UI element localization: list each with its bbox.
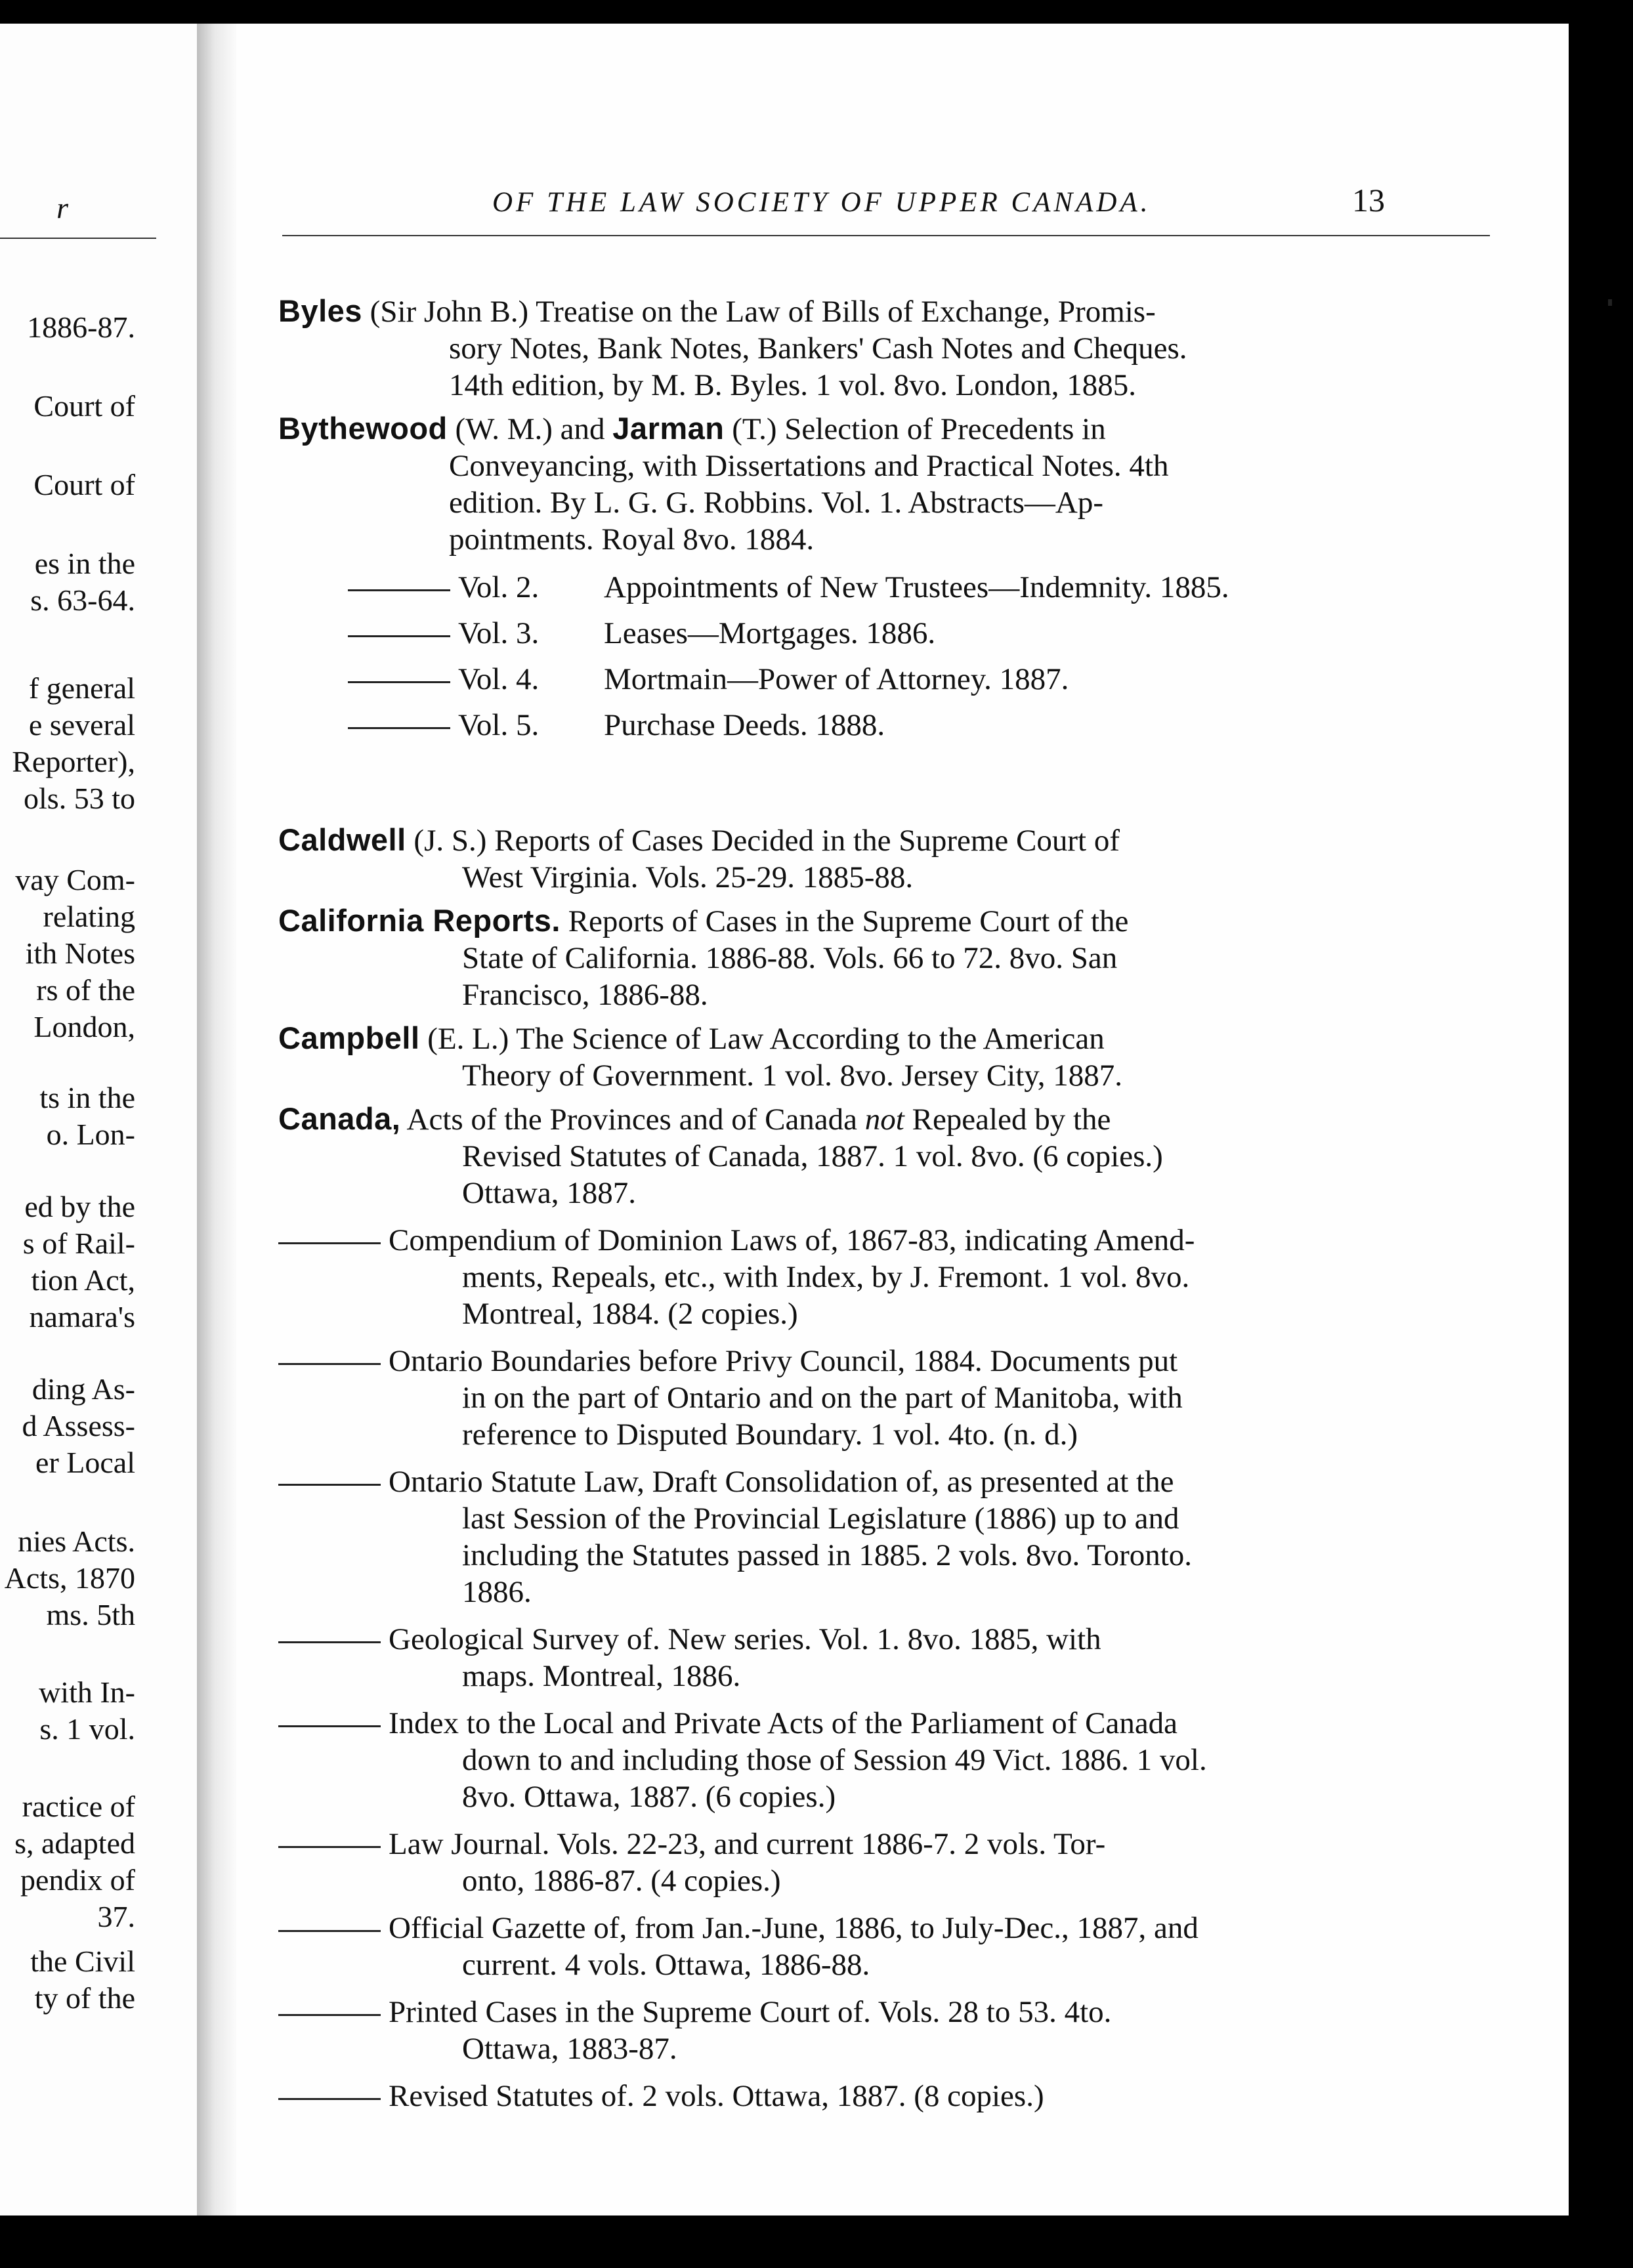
- entry-text: Montreal, 1884. (2 copies.): [462, 1297, 798, 1331]
- book-page: [236, 24, 1569, 2216]
- canada-subentry: [278, 1343, 1486, 1453]
- facing-page-fragment: ty of the: [34, 1981, 135, 2015]
- canada-subentry: [278, 1705, 1486, 1815]
- volume-row: [278, 656, 1486, 702]
- facing-page-fragment: s. 63-64.: [30, 583, 135, 617]
- facing-page-fragment: namara's: [29, 1300, 135, 1334]
- page-number: 13: [1352, 182, 1385, 219]
- facing-page-fragment: es in the: [34, 547, 135, 580]
- entry-text: sory Notes, Bank Notes, Bankers' Cash Notes and Cheques.: [449, 331, 1187, 366]
- facing-page-fragment: s. 1 vol.: [39, 1712, 135, 1746]
- facing-page-fragment: ols. 53 to: [24, 782, 135, 815]
- facing-page-fragment: o. Lon-: [46, 1118, 135, 1151]
- canada-subentry: [278, 2078, 1486, 2114]
- volume-row: [278, 702, 1486, 748]
- entry-text: (T.) Selection of Precedents in: [724, 412, 1106, 446]
- facing-page-rule: [0, 238, 156, 239]
- entry-text: last Session of the Provincial Legislature (1886) up to and: [462, 1502, 1179, 1536]
- volume-number: Vol. 2.: [458, 570, 540, 604]
- running-title: OF THE LAW SOCIETY OF UPPER CANADA.: [492, 187, 1151, 218]
- entry-text: (E. L.) The Science of Law According to the American: [419, 1022, 1105, 1056]
- volume-row: [278, 564, 1486, 610]
- facing-page-fragment: the Civil: [30, 1944, 135, 1978]
- entry-author: Canada,: [278, 1101, 401, 1136]
- facing-page-fragment: vay Com-: [15, 863, 135, 896]
- canada-subentries: [278, 1211, 1486, 2114]
- entry-text: Compendium of Dominion Laws of, 1867-83, indicating Amend-: [389, 1223, 1195, 1257]
- facing-page-fragment: ractice of: [22, 1790, 135, 1823]
- facing-page-fragment: relating: [43, 900, 135, 933]
- facing-page-fragment: ts in the: [39, 1081, 135, 1114]
- volume-number: Vol. 4.: [458, 662, 540, 696]
- entry-author: Jarman: [612, 411, 725, 446]
- entry-text: reference to Disputed Boundary. 1 vol. 4to. (n. d.): [462, 1418, 1078, 1452]
- ditto-dash: [348, 635, 450, 637]
- catalog-entries: [278, 293, 1486, 2114]
- entry-text: Reports of Cases in the Supreme Court of the: [560, 904, 1129, 938]
- facing-page-fragment: er Local: [35, 1446, 135, 1479]
- volume-list: [278, 564, 1486, 748]
- facing-page-fragment: ith Notes: [25, 936, 135, 970]
- entry-text: Conveyancing, with Dissertations and Practical Notes. 4th: [449, 449, 1169, 483]
- entry-text: Geological Survey of. New series. Vol. 1. 8vo. 1885, with: [389, 1622, 1101, 1656]
- entry-text: Revised Statutes of Canada, 1887. 1 vol. 8vo. (6 copies.): [462, 1139, 1163, 1173]
- entry-text: Theory of Government. 1 vol. 8vo. Jersey City, 1887.: [462, 1059, 1122, 1093]
- entry-text: ments, Repeals, etc., with Index, by J. Fremont. 1 vol. 8vo.: [462, 1260, 1190, 1294]
- canada-subentry: [278, 1621, 1486, 1694]
- entry-author: Byles: [278, 293, 362, 328]
- entry-text: (Sir John B.) Treatise on the Law of Bills of Exchange, Promis-: [362, 295, 1156, 329]
- entry-text: Acts of the Provinces and of Canada: [400, 1102, 865, 1137]
- facing-page-fragment: rs of the: [36, 973, 135, 1007]
- facing-page-fragment: 1886-87.: [27, 310, 135, 344]
- entry-bythewood: [278, 410, 1486, 558]
- entry-text: Ottawa, 1887.: [462, 1176, 636, 1210]
- facing-page-fragment: London,: [33, 1010, 135, 1043]
- entry-california-reports: [278, 902, 1486, 1013]
- entry-author: Campbell: [278, 1020, 420, 1055]
- canada-subentry: [278, 1826, 1486, 1899]
- volume-number: Vol. 3.: [458, 616, 540, 650]
- facing-page-fragment: with In-: [39, 1675, 135, 1709]
- entry-text: maps. Montreal, 1886.: [462, 1659, 741, 1693]
- header-rule: [282, 235, 1490, 236]
- ditto-dash: [348, 681, 450, 683]
- ditto-dash: [278, 1930, 381, 1932]
- entry-byles: [278, 293, 1486, 404]
- entry-text: Ontario Statute Law, Draft Consolidation of, as presented at the: [389, 1465, 1174, 1499]
- facing-page-fragment: e several: [28, 708, 135, 742]
- entry-canada: [278, 1101, 1486, 1211]
- facing-page-fragment: Court of: [33, 468, 135, 501]
- facing-page-fragment: 37.: [97, 1900, 135, 1933]
- entry-text: Ontario Boundaries before Privy Council, 1884. Documents put: [389, 1344, 1178, 1378]
- entry-caldwell: [278, 822, 1486, 896]
- print-speck: [1608, 299, 1612, 306]
- ditto-dash: [278, 1846, 381, 1848]
- ditto-dash: [278, 2098, 381, 2100]
- volume-title: Leases—Mortgages. 1886.: [604, 616, 936, 650]
- facing-page: [0, 24, 197, 2216]
- entry-text: current. 4 vols. Ottawa, 1886-88.: [462, 1948, 870, 1982]
- entry-text: Law Journal. Vols. 22-23, and current 1886-7. 2 vols. Tor-: [389, 1827, 1106, 1861]
- facing-page-fragment: s, adapted: [14, 1826, 135, 1860]
- canada-subentry: [278, 1994, 1486, 2067]
- entry-campbell: [278, 1020, 1486, 1094]
- entry-text: Revised Statutes of. 2 vols. Ottawa, 1887. (8 copies.): [389, 2079, 1044, 2113]
- entry-text: down to and including those of Session 49 Vict. 1886. 1 vol.: [462, 1743, 1207, 1777]
- ditto-dash: [348, 589, 450, 591]
- ditto-dash: [278, 1484, 381, 1486]
- facing-page-fragment: d Assess-: [22, 1409, 135, 1442]
- canada-subentry: [278, 1910, 1486, 1983]
- volume-title: Purchase Deeds. 1888.: [604, 708, 885, 742]
- facing-page-fragment: ding As-: [32, 1372, 135, 1406]
- facing-page-fragment: s of Rail-: [22, 1227, 135, 1260]
- facing-page-header-mark: r: [56, 191, 68, 224]
- entry-text: West Virginia. Vols. 25-29. 1885-88.: [462, 860, 914, 894]
- entry-text: Official Gazette of, from Jan.-June, 1886, to July-Dec., 1887, and: [389, 1911, 1198, 1945]
- entry-text: 14th edition, by M. B. Byles. 1 vol. 8vo. London, 1885.: [449, 368, 1137, 402]
- ditto-dash: [278, 2014, 381, 2016]
- canada-subentry: [278, 1463, 1486, 1610]
- entry-text: Ottawa, 1883-87.: [462, 2032, 677, 2066]
- facing-page-fragment: Reporter),: [12, 745, 135, 778]
- facing-page-fragment: nies Acts.: [18, 1524, 135, 1558]
- entry-text: Repealed by the: [904, 1102, 1111, 1137]
- facing-page-fragment: tion Act,: [31, 1263, 135, 1297]
- facing-page-fragment: ed by the: [24, 1190, 135, 1223]
- canada-subentry: [278, 1222, 1486, 1332]
- facing-page-fragment: Acts, 1870: [4, 1561, 135, 1595]
- ditto-dash: [278, 1641, 381, 1643]
- ditto-dash: [278, 1363, 381, 1365]
- entry-text: Printed Cases in the Supreme Court of. Vols. 28 to 53. 4to.: [389, 1995, 1112, 2029]
- ditto-dash: [348, 727, 450, 729]
- entry-text: pointments. Royal 8vo. 1884.: [449, 522, 815, 556]
- ditto-dash: [278, 1725, 381, 1727]
- volume-row: [278, 610, 1486, 656]
- entry-text: including the Statutes passed in 1885. 2 vols. 8vo. Toronto.: [462, 1538, 1193, 1572]
- facing-page-fragment: f general: [28, 671, 135, 705]
- ditto-dash: [278, 1242, 381, 1244]
- entry-text: Francisco, 1886-88.: [462, 978, 708, 1012]
- entry-text: State of California. 1886-88. Vols. 66 to 72. 8vo. San: [462, 941, 1118, 975]
- entry-text: 8vo. Ottawa, 1887. (6 copies.): [462, 1780, 836, 1814]
- entry-text-emphasis: not: [864, 1102, 904, 1137]
- facing-page-fragment: Court of: [33, 389, 135, 423]
- volume-title: Mortmain—Power of Attorney. 1887.: [604, 662, 1069, 696]
- entry-author: Bythewood: [278, 411, 448, 446]
- entry-text: in on the part of Ontario and on the part of Manitoba, with: [462, 1381, 1183, 1415]
- volume-title: Appointments of New Trustees—Indemnity. 1885.: [604, 570, 1229, 604]
- entry-text: (J. S.) Reports of Cases Decided in the Supreme Court of: [406, 824, 1120, 858]
- volume-number: Vol. 5.: [458, 708, 540, 742]
- facing-page-fragment: ms. 5th: [46, 1598, 135, 1631]
- entry-author: California Reports.: [278, 903, 561, 938]
- entry-author: Caldwell: [278, 822, 406, 857]
- entry-text: (W. M.) and: [447, 412, 613, 446]
- entry-text: 1886.: [462, 1575, 532, 1609]
- facing-page-fragment: pendix of: [20, 1863, 135, 1897]
- entry-text: onto, 1886-87. (4 copies.): [462, 1864, 781, 1898]
- book-gutter: [197, 24, 236, 2216]
- entry-text: edition. By L. G. G. Robbins. Vol. 1. Abstracts—Ap-: [449, 486, 1104, 520]
- entry-text: Index to the Local and Private Acts of the Parliament of Canada: [389, 1706, 1178, 1740]
